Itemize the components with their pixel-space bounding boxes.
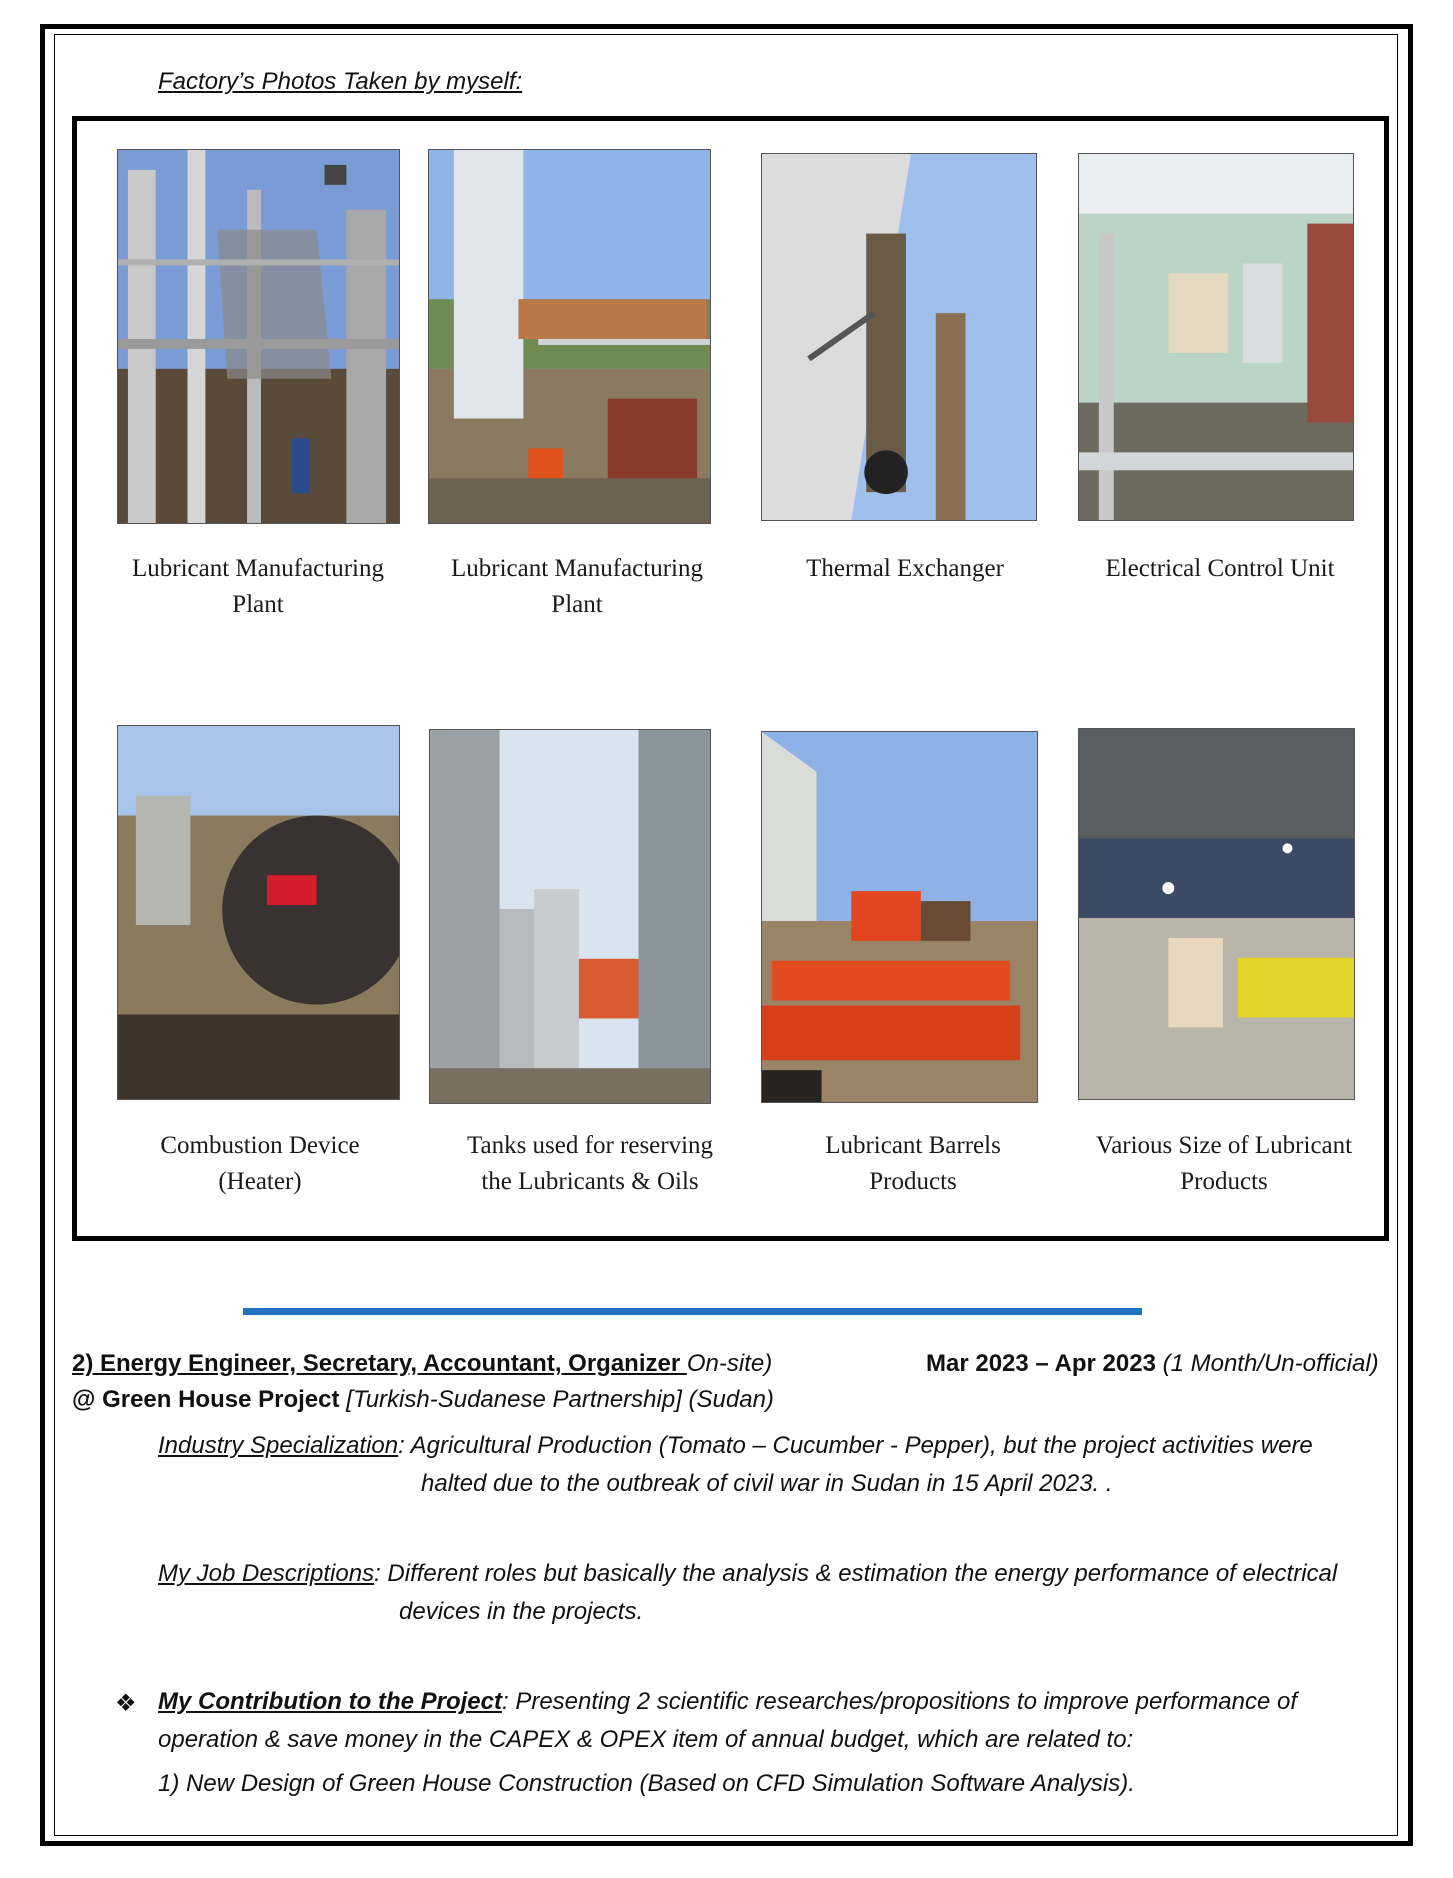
- caption-line: Combustion Device: [160, 1132, 360, 1159]
- photo-tanks: [429, 729, 711, 1104]
- caption-photo-2: [427, 551, 727, 623]
- caption-photo-6: [440, 1128, 740, 1200]
- contribution-line-3: 1) New Design of Green House Construction (Based on CFD Simulation Software Analysis).: [158, 1770, 1135, 1797]
- job-desc-text: : Different roles but basically the analysis & estimation the energy performance of electrical: [374, 1560, 1338, 1587]
- job-duration: (1 Month/Un-official): [1155, 1350, 1379, 1377]
- industry-line-1: [158, 1427, 1313, 1465]
- photo-thermal-exchanger: [761, 153, 1037, 521]
- company-detail: [Turkish-Sudanese Partnership] (Sudan): [339, 1386, 774, 1413]
- company-line: [72, 1386, 774, 1414]
- caption-photo-1: [108, 551, 408, 623]
- caption-line: the Lubricants & Oils: [481, 1168, 699, 1195]
- caption-line: Products: [869, 1168, 957, 1195]
- caption-line: Thermal Exchanger: [806, 555, 1004, 582]
- job-dates-line: [926, 1350, 1379, 1378]
- job-desc-line-2: devices in the projects.: [399, 1598, 644, 1625]
- caption-photo-4: [1070, 551, 1370, 587]
- photo-lubricant-plant-1: [117, 149, 400, 524]
- caption-line: Lubricant Barrels: [825, 1132, 1001, 1159]
- contribution-line-1: [158, 1683, 1297, 1721]
- caption-photo-7: [763, 1128, 1063, 1200]
- photo-gallery: [72, 116, 1389, 1241]
- photo-lubricant-plant-2: [428, 149, 711, 524]
- caption-line: Electrical Control Unit: [1105, 555, 1335, 582]
- section-title: Factory’s Photos Taken by myself:: [158, 68, 523, 95]
- photo-electrical-control-unit: [1078, 153, 1354, 521]
- caption-line: Plant: [232, 591, 284, 618]
- job-title-line: [72, 1350, 772, 1378]
- contribution-line-2: operation & save money in the CAPEX & OPEX item of annual budget, which are related to:: [158, 1726, 1134, 1753]
- photo-lubricant-barrels: [761, 731, 1038, 1103]
- job-desc-label: My Job Descriptions: [158, 1560, 375, 1587]
- caption-line: Products: [1180, 1168, 1268, 1195]
- contribution-label: My Contribution to the Project: [158, 1688, 502, 1715]
- photo-combustion-device: [117, 725, 400, 1100]
- job-mode: On-site): [686, 1350, 773, 1377]
- caption-photo-5: [110, 1128, 410, 1200]
- caption-line: Lubricant Manufacturing: [451, 555, 703, 582]
- photo-various-lubricant-products: [1078, 728, 1355, 1100]
- caption-line: (Heater): [218, 1168, 302, 1195]
- industry-label: Industry Specialization: [158, 1432, 399, 1459]
- industry-line-2: halted due to the outbreak of civil war in Sudan in 15 April 2023. .: [421, 1470, 1113, 1497]
- industry-text: : Agricultural Production (Tomato – Cucumber - Pepper), but the project activities were: [398, 1432, 1313, 1459]
- job-dates: Mar 2023 – Apr 2023: [926, 1350, 1156, 1377]
- diamond-bullet-icon: ❖: [115, 1690, 137, 1717]
- caption-photo-8: [1074, 1128, 1374, 1200]
- caption-line: Lubricant Manufacturing: [132, 555, 384, 582]
- company-name: @ Green House Project: [72, 1386, 340, 1413]
- section-divider: [243, 1308, 1142, 1315]
- caption-line: Plant: [551, 591, 603, 618]
- caption-line: Various Size of Lubricant: [1095, 1132, 1353, 1159]
- contribution-text: : Presenting 2 scientific researches/propositions to improve performance of: [501, 1688, 1298, 1715]
- job-title: 2) Energy Engineer, Secretary, Accountant, Organizer: [72, 1350, 687, 1377]
- caption-photo-3: [755, 551, 1055, 587]
- job-desc-line-1: [158, 1555, 1337, 1593]
- caption-line: Tanks used for reserving: [466, 1132, 714, 1159]
